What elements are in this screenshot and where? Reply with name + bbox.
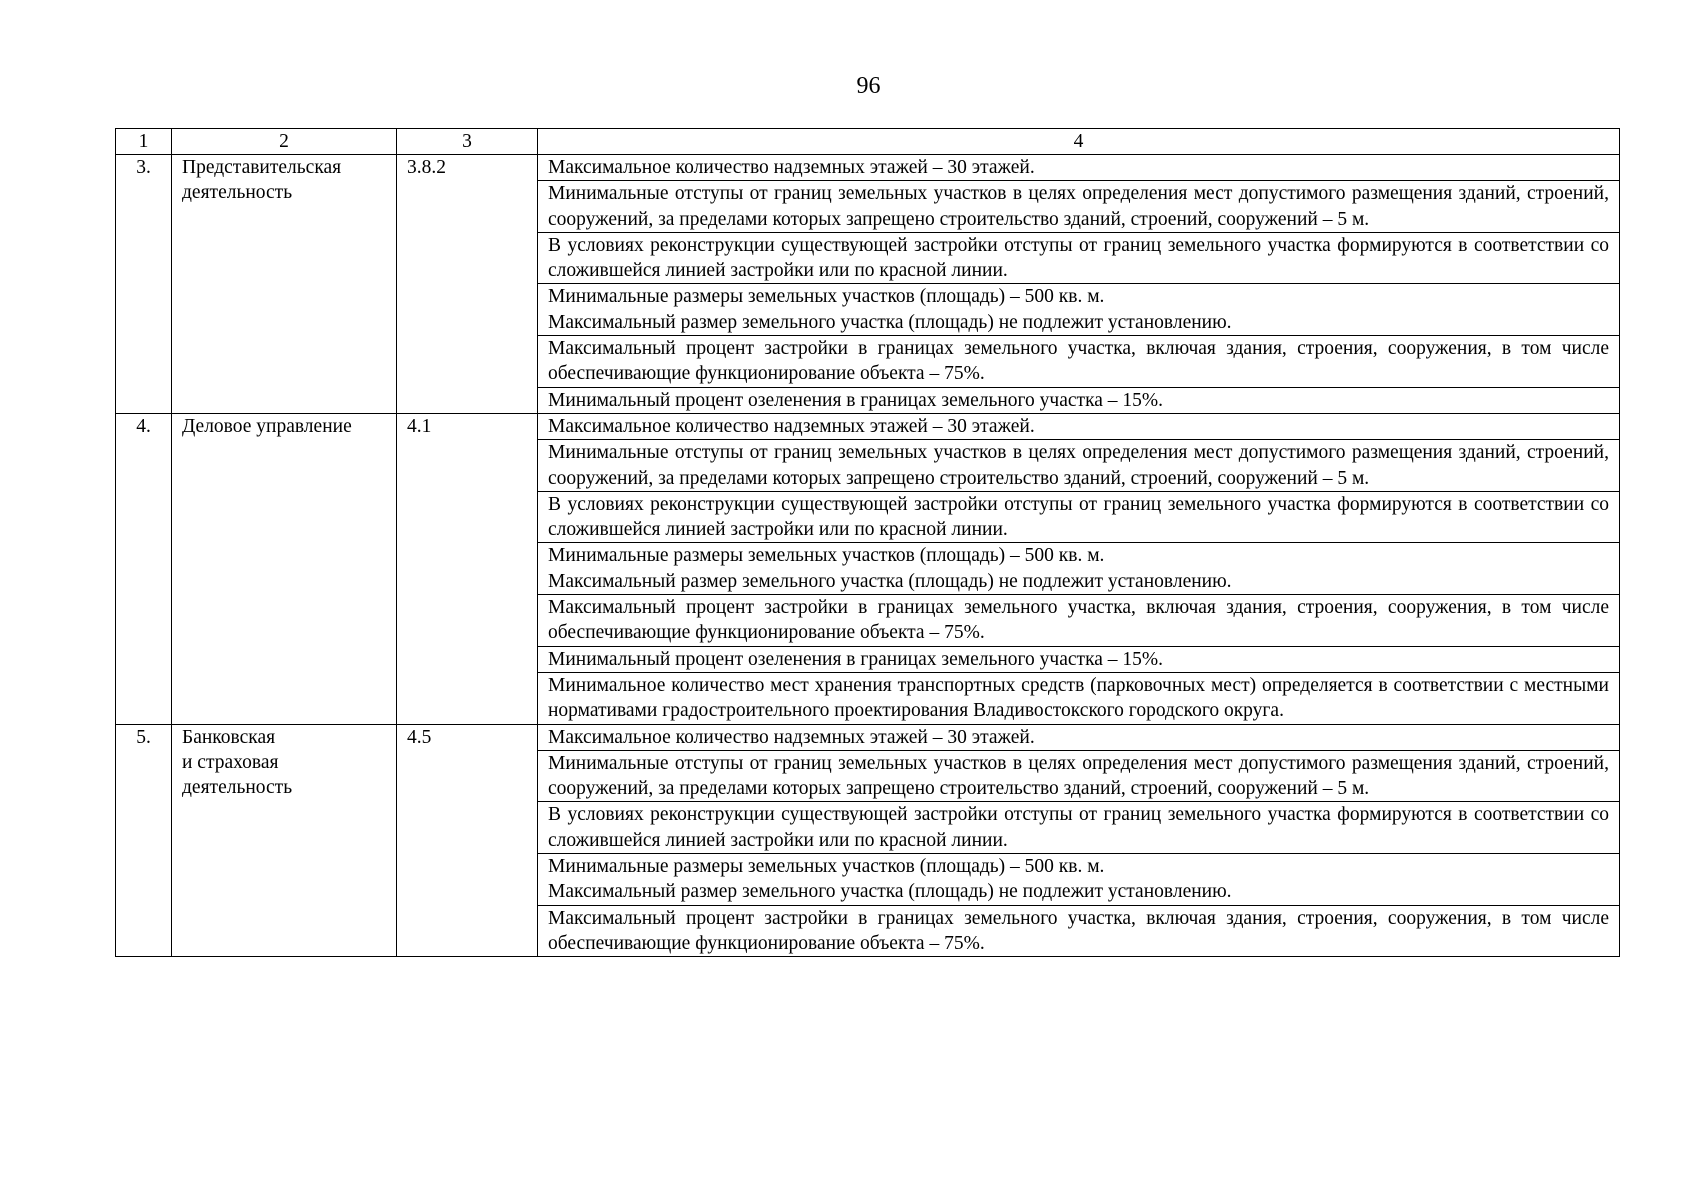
parameter-cell: В условиях реконструкции существующей застройки отступы от границ земельного участка формируются в соответствии со сложившейся линией застройки или по красной линии. <box>538 491 1620 543</box>
parameter-cell: В условиях реконструкции существующей застройки отступы от границ земельного участка формируются в соответствии со сложившейся линией застройки или по красной линии. <box>538 802 1620 854</box>
parameter-cell: Минимальные размеры земельных участков (площадь) – 500 кв. м. Максимальный размер земельного участка (площадь) не подлежит установлению. <box>538 543 1620 595</box>
parameter-cell: Минимальные отступы от границ земельных участков в целях определения мест допустимого размещения зданий, строений, сооружений, за пределами которых запрещено строительство зданий, строений, сооружений – 5 м. <box>538 181 1620 233</box>
parameter-cell: Минимальный процент озеленения в границах земельного участка – 15%. <box>538 646 1620 672</box>
land-use-code-cell: 4.5 <box>397 724 538 957</box>
parameter-cell: Минимальный процент озеленения в границах земельного участка – 15%. <box>538 387 1620 413</box>
table-body <box>116 129 1620 957</box>
land-use-type-cell: Представительская деятельность <box>172 155 397 414</box>
land-use-type-cell: Деловое управление <box>172 413 397 724</box>
parameter-cell: Минимальные отступы от границ земельных участков в целях определения мест допустимого размещения зданий, строений, сооружений, за пределами которых запрещено строительство зданий, строений, сооружений – 5 м. <box>538 440 1620 492</box>
table-row <box>116 413 1620 439</box>
header-cell: 4 <box>538 129 1620 155</box>
parameter-cell: В условиях реконструкции существующей застройки отступы от границ земельного участка формируются в соответствии со сложившейся линией застройки или по красной линии. <box>538 232 1620 284</box>
parameter-cell: Минимальные размеры земельных участков (площадь) – 500 кв. м. Максимальный размер земельного участка (площадь) не подлежит установлению. <box>538 284 1620 336</box>
table-row <box>116 155 1620 181</box>
parameter-cell: Максимальное количество надземных этажей – 30 этажей. <box>538 155 1620 181</box>
row-number-cell: 4. <box>116 413 172 724</box>
parameter-cell: Минимальные размеры земельных участков (площадь) – 500 кв. м. Максимальный размер земельного участка (площадь) не подлежит установлению. <box>538 854 1620 906</box>
land-use-code-cell: 3.8.2 <box>397 155 538 414</box>
table-header-row <box>116 129 1620 155</box>
parameter-cell: Минимальное количество мест хранения транспортных средств (парковочных мест) определяется в соответствии с местными нормативами градостроительного проектирования Владивостокского городского округа. <box>538 672 1620 724</box>
regulations-table <box>115 128 1620 957</box>
parameter-cell: Максимальный процент застройки в границах земельного участка, включая здания, строения, сооружения, в том числе обеспечивающие функционирование объекта – 75%. <box>538 595 1620 647</box>
parameter-cell: Максимальный процент застройки в границах земельного участка, включая здания, строения, сооружения, в том числе обеспечивающие функционирование объекта – 75%. <box>538 336 1620 388</box>
land-use-code-cell: 4.1 <box>397 413 538 724</box>
row-number-cell: 3. <box>116 155 172 414</box>
parameter-cell: Максимальное количество надземных этажей – 30 этажей. <box>538 724 1620 750</box>
header-cell: 2 <box>172 129 397 155</box>
table-row <box>116 724 1620 750</box>
header-cell: 1 <box>116 129 172 155</box>
parameter-cell: Максимальное количество надземных этажей – 30 этажей. <box>538 413 1620 439</box>
row-number-cell: 5. <box>116 724 172 957</box>
land-use-type-cell: Банковская и страховая деятельность <box>172 724 397 957</box>
parameter-cell: Максимальный процент застройки в границах земельного участка, включая здания, строения, сооружения, в том числе обеспечивающие функционирование объекта – 75%. <box>538 905 1620 957</box>
parameter-cell: Минимальные отступы от границ земельных участков в целях определения мест допустимого размещения зданий, строений, сооружений, за пределами которых запрещено строительство зданий, строений, сооружений – 5 м. <box>538 750 1620 802</box>
page-number: 96 <box>856 73 881 99</box>
header-cell: 3 <box>397 129 538 155</box>
